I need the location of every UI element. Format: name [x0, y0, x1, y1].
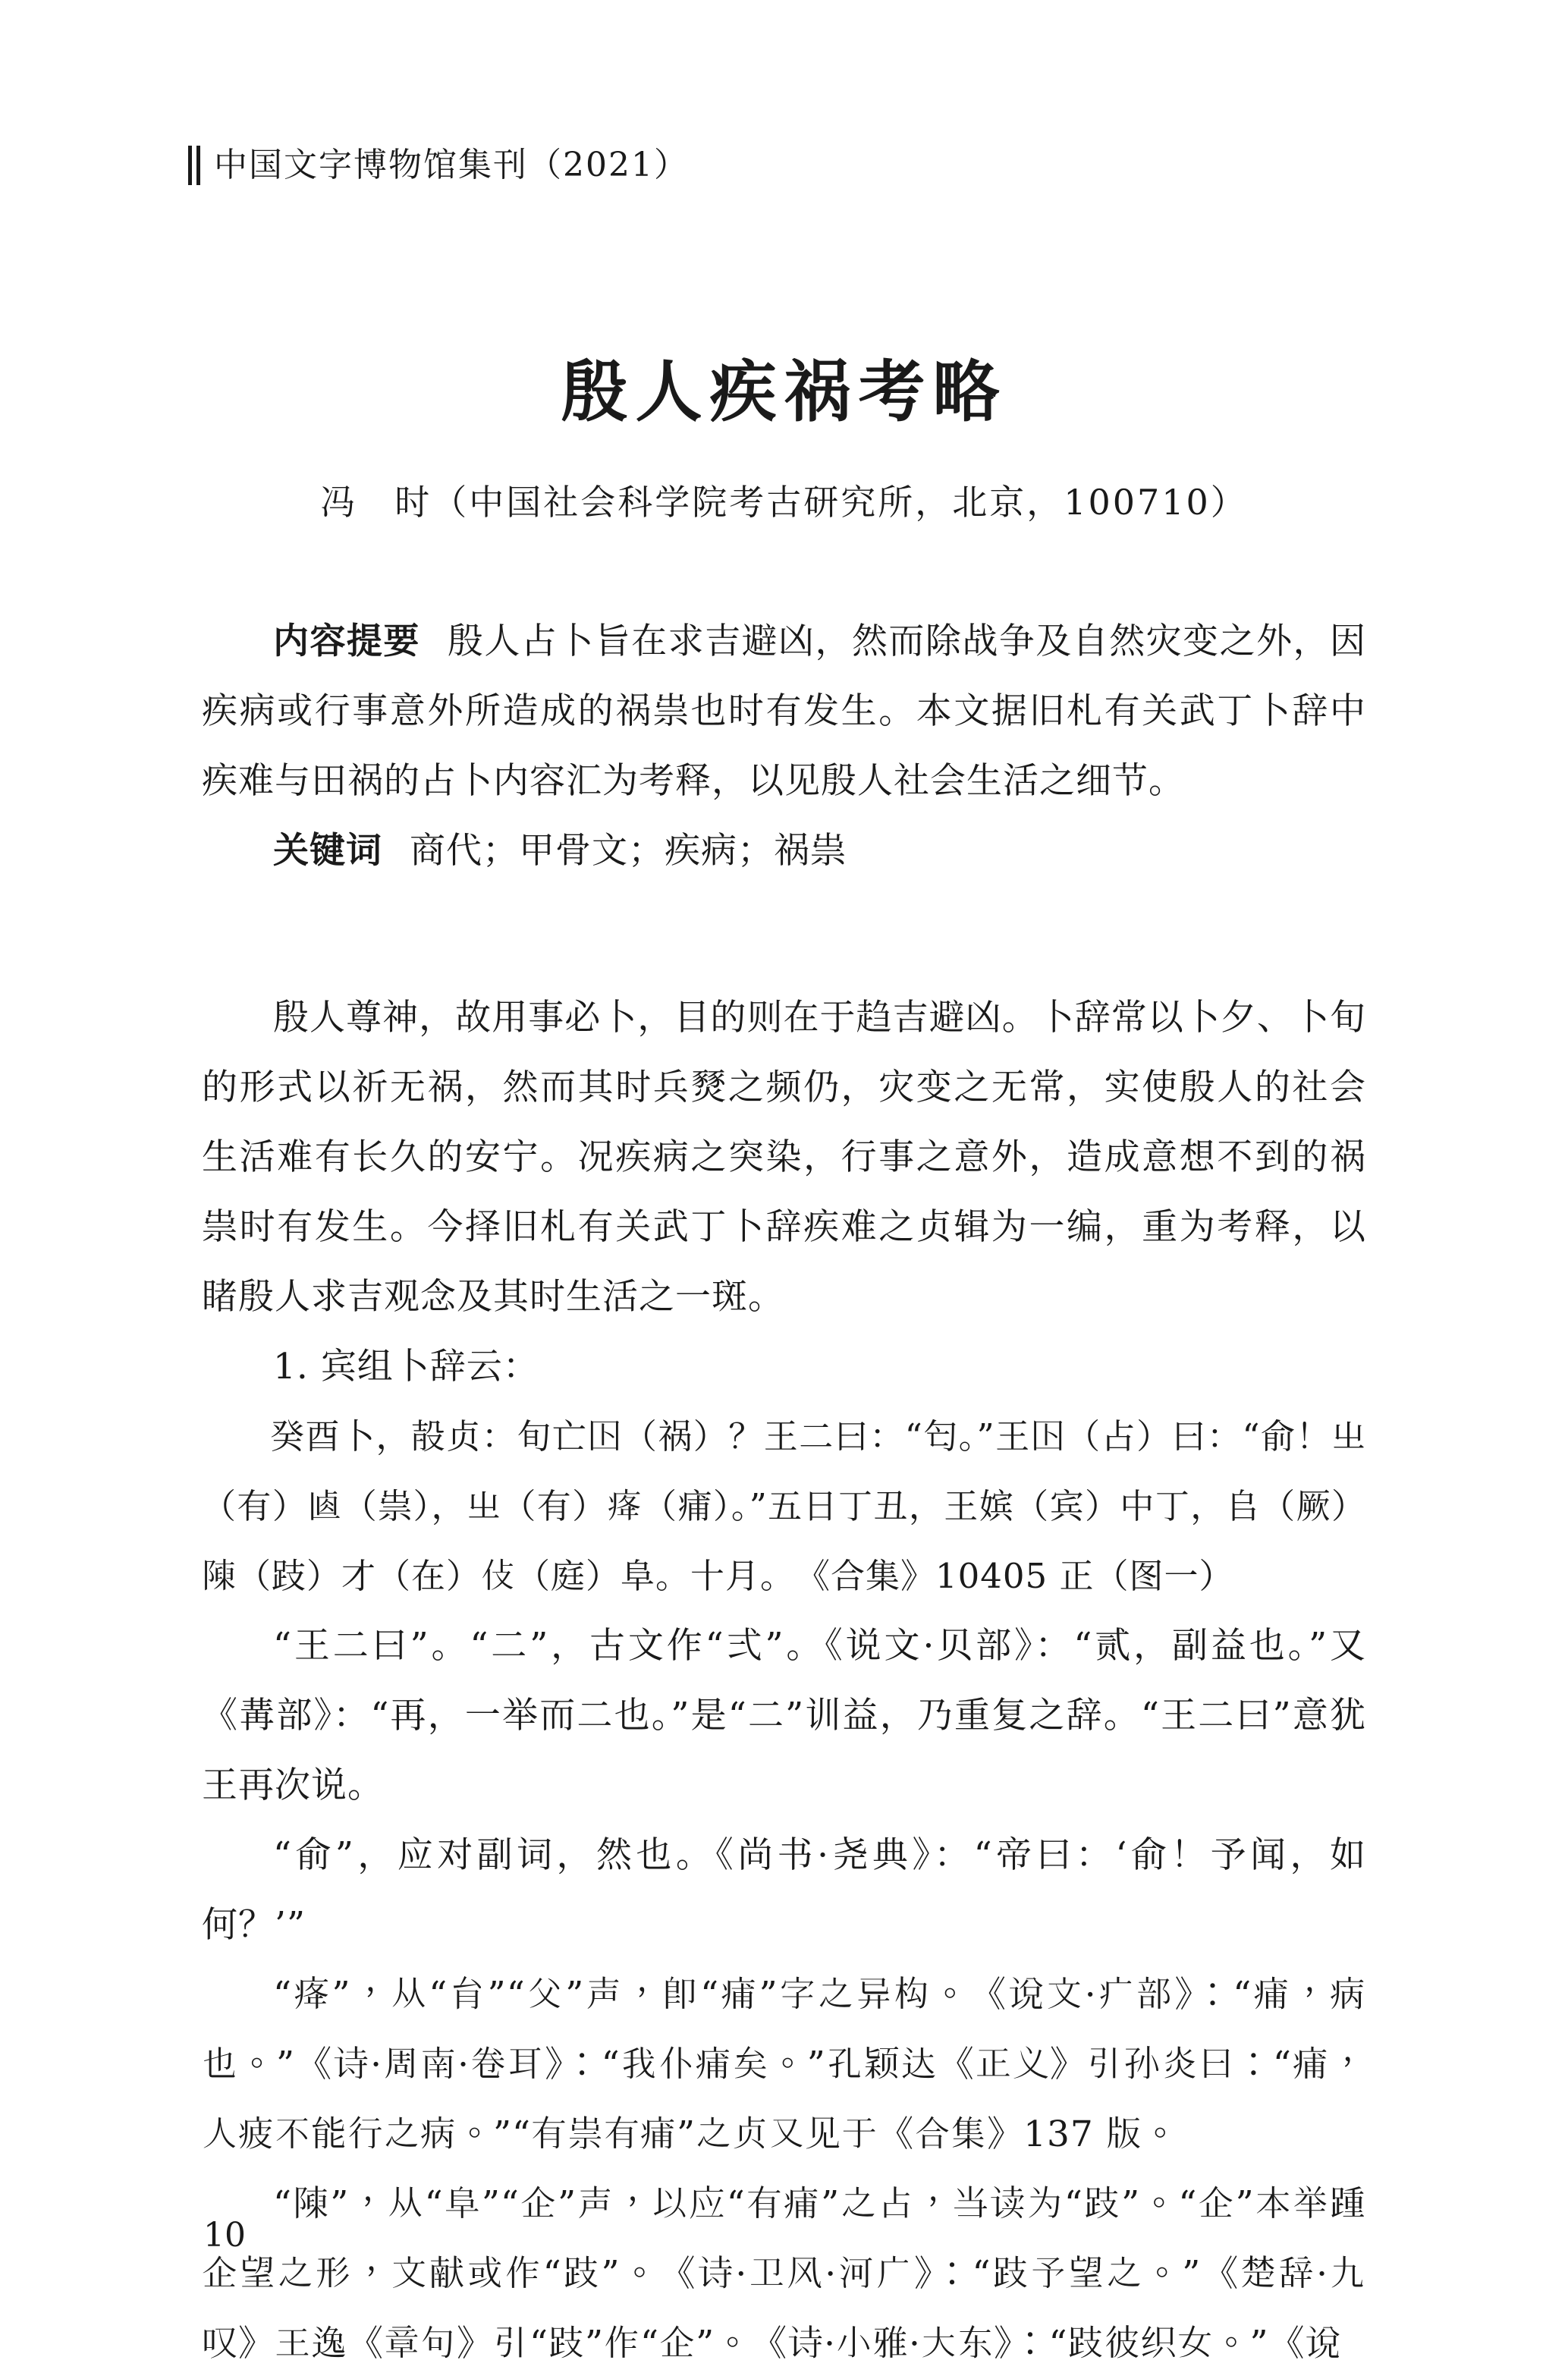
- note-paragraph-3: “𤵸”，从“䏍”“父”声，即“痡”字之异构。《说文·疒部》：“痡，病也。”《诗·周南·卷耳》：“我仆痡矣。”孔颖达《正义》引孙炎曰：“痡，人疲不能行之病。”“有祟有痡”之贞又见于《合集》137 版。: [202, 1974, 1366, 2155]
- running-head: [188, 143, 689, 188]
- abstract-label: 内容提要: [273, 621, 420, 662]
- note-paragraph-1: “王二曰”。“二”，古文作“弍”。《说文·贝部》：“贰，副益也。”又《冓部》：“再，一举而二也。”是“二”训益，乃重复之辞。“王二曰”意犹王再次说。: [202, 1625, 1366, 1806]
- section-gap: [202, 886, 1366, 983]
- double-bar-icon: [188, 146, 200, 185]
- keywords-text: 商代；甲骨文；疾病；祸祟: [410, 830, 847, 872]
- article-title: 殷人疾祸考略: [561, 353, 1007, 431]
- note-paragraph-4: “𨻰”，从“阜”“企”声，以应“有痡”之占，当读为“跂”。“企”本举踵企望之形，文献或作“跂”。《诗·卫风·河广》：“跂予望之。”《楚辞·九叹》王逸《章句》引“跂”作“企”。《诗·小雅·大东》：“跂彼织女。”《说: [202, 2183, 1366, 2365]
- abstract-text: 殷人占卜旨在求吉避凶，然而除战争及自然灾变之外，因疾病或行事意外所造成的祸祟也时有发生。本文据旧札有关武丁卜辞中疾难与田祸的占卜内容汇为考释，以见殷人社会生活之细节。: [202, 621, 1367, 802]
- author-line: 冯 时（中国社会科学院考古研究所，北京，100710）: [320, 482, 1248, 523]
- section-heading-1: 1. 宾组卜辞云：: [273, 1346, 539, 1387]
- abstract: [202, 607, 1366, 816]
- inscription-quote: 癸酉卜，㱿贞：旬亡𡆥（祸）？王二曰：“匄。”王𡆥（占）曰：“俞！㞢（有）𠧴（祟），㞢（有）𤵸（痡）。”五日丁丑，王嫔（宾）中丁，𠂤（厥）𨻰（跂）才（在）𠆸（庭）阜。十月。 《合集》10405 正（图一）: [202, 1416, 1366, 1596]
- intro-paragraph: 殷人尊神，故用事必卜，目的则在于趋吉避凶。卜辞常以卜夕、卜旬的形式以祈无祸，然而其时兵燹之频仍，灾变之无常，实使殷人的社会生活难有长久的安宁。况疾病之突染，行事之意外，造成意想不到的祸祟时有发生。今择旧札有关武丁卜辞疾难之贞辑为一编，重为考释，以睹殷人求吉观念及其时生活之一斑。: [202, 997, 1366, 1318]
- running-head-text: 中国文字博物馆集刊（2021）: [214, 146, 689, 184]
- page-number: 10: [203, 2216, 246, 2255]
- keywords-label: 关键词: [273, 830, 382, 872]
- note-paragraph-2: “俞”，应对副词，然也。《尚书·尧典》：“帝曰：‘俞！予闻，如何？’”: [202, 1834, 1366, 1946]
- keywords: [202, 816, 1366, 886]
- article-body: [202, 607, 1366, 2379]
